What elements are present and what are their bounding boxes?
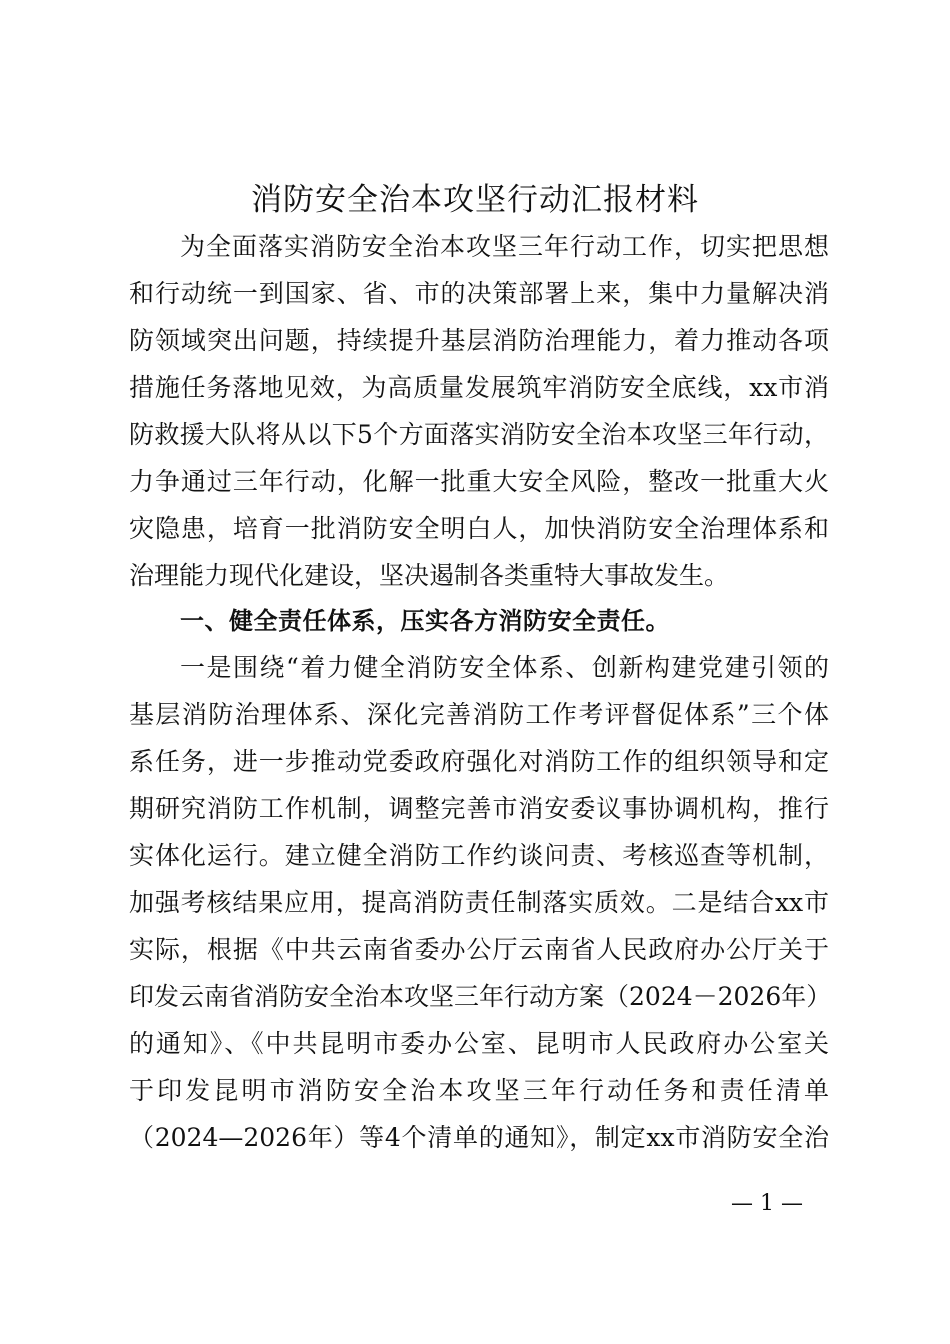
intro-line: 防救援大队将从以下5个方面落实消防安全治本攻坚三年行动， (129, 420, 829, 449)
section1-line: 加强考核结果应用，提高消防责任制落实质效。二是结合xx市 (129, 888, 829, 917)
section-heading: 一、健全责任体系，压实各方消防安全责任。 (180, 607, 670, 635)
section1-line: 实际，根据《中共云南省委办公厅云南省人民政府办公厅关于 (129, 935, 829, 964)
section1-line: 期研究消防工作机制，调整完善市消安委议事协调机构，推行 (129, 794, 829, 823)
document-title: 消防安全治本攻坚行动汇报材料 (251, 182, 699, 218)
intro-line: 措施任务落地见效，为高质量发展筑牢消防安全底线，xx市消 (129, 373, 829, 402)
section1-line: （2024—2026年）等4个清单的通知》，制定xx市消防安全治 (129, 1123, 829, 1152)
section1-line: 印发云南省消防安全治本攻坚三年行动方案（2024－2026年） (129, 982, 832, 1011)
section1-line: 一是围绕“着力健全消防安全体系、创新构建党建引领的 (180, 653, 829, 682)
section1-line: 于印发昆明市消防安全治本攻坚三年行动任务和责任清单 (129, 1076, 829, 1105)
intro-line: 防领域突出问题，持续提升基层消防治理能力，着力推动各项 (129, 326, 829, 355)
intro-line: 为全面落实消防安全治本攻坚三年行动工作，切实把思想 (180, 232, 829, 261)
page-number: — 1 — (731, 1191, 803, 1216)
intro-line: 力争通过三年行动，化解一批重大安全风险，整改一批重大火 (129, 467, 829, 496)
intro-line: 和行动统一到国家、省、市的决策部署上来，集中力量解决消 (129, 279, 829, 308)
section1-line: 系任务，进一步推动党委政府强化对消防工作的组织领导和定 (129, 747, 829, 776)
intro-line: 治理能力现代化建设，坚决遏制各类重特大事故发生。 (129, 561, 730, 590)
intro-line: 灾隐患，培育一批消防安全明白人，加快消防安全治理体系和 (129, 514, 829, 543)
section1-line: 的通知》、《中共昆明市委办公室、昆明市人民政府办公室关 (129, 1029, 829, 1058)
section1-line: 基层消防治理体系、深化完善消防工作考评督促体系”三个体 (129, 700, 829, 729)
section1-line: 实体化运行。建立健全消防工作约谈问责、考核巡查等机制， (129, 841, 829, 870)
